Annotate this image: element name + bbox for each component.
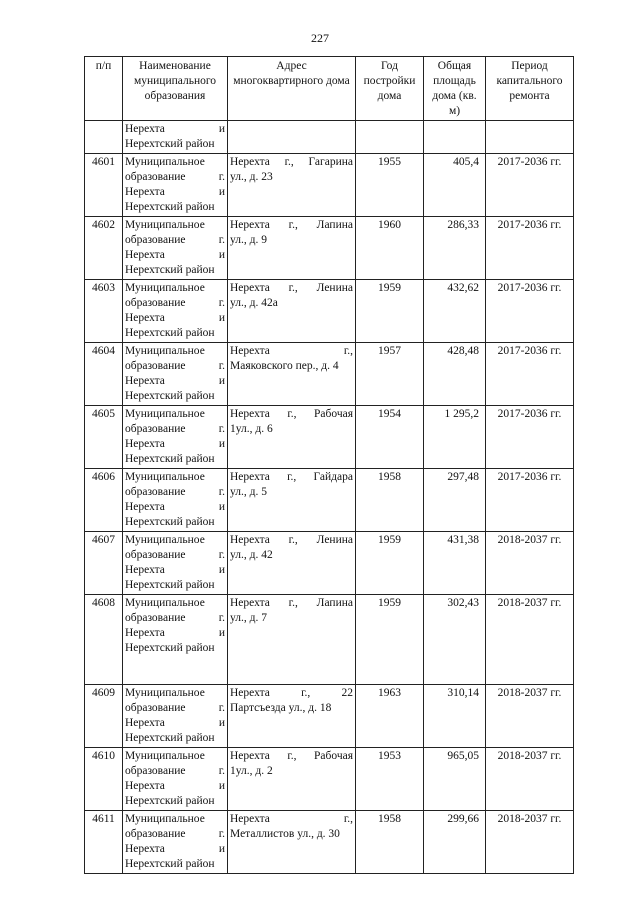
cell-name: Муниципальное образование г. Нерехта и Нерехтский район xyxy=(123,217,228,280)
header-num: п/п xyxy=(85,57,123,121)
cell-name: Муниципальное образование г. Нерехта и Нерехтский район xyxy=(123,343,228,406)
cell-period: 2018-2037 гг. xyxy=(486,685,574,748)
cell-period: 2017-2036 гг. xyxy=(486,343,574,406)
cell-address xyxy=(228,121,356,154)
cell-year: 1957 xyxy=(356,343,424,406)
header-address: Адрес многоквартирного дома xyxy=(228,57,356,121)
header-area: Общая площадь дома (кв. м) xyxy=(424,57,486,121)
table-row xyxy=(85,811,574,874)
cell-num: 4607 xyxy=(85,532,123,595)
cell-address: Нерехта г., Ленина ул., д. 42 xyxy=(228,532,356,595)
cell-year: 1960 xyxy=(356,217,424,280)
table-row xyxy=(85,532,574,595)
cell-num: 4605 xyxy=(85,406,123,469)
table-row xyxy=(85,595,574,685)
cell-area: 428,48 xyxy=(424,343,486,406)
cell-period: 2018-2037 гг. xyxy=(486,811,574,874)
cell-area: 297,48 xyxy=(424,469,486,532)
cell-area: 965,05 xyxy=(424,748,486,811)
cell-num: 4604 xyxy=(85,343,123,406)
cell-name: Муниципальное образование г. Нерехта и Нерехтский район xyxy=(123,595,228,685)
cell-address: Нерехта г., Рабочая 1ул., д. 6 xyxy=(228,406,356,469)
cell-area: 286,33 xyxy=(424,217,486,280)
cell-num: 4606 xyxy=(85,469,123,532)
table-row xyxy=(85,748,574,811)
cell-address: Нерехта г., Лапина ул., д. 9 xyxy=(228,217,356,280)
cell-address: Нерехта г., Металлистов ул., д. 30 xyxy=(228,811,356,874)
cell-area: 431,38 xyxy=(424,532,486,595)
page-number: 227 xyxy=(311,31,329,45)
cell-name: Муниципальное образование г. Нерехта и Нерехтский район xyxy=(123,154,228,217)
table-row xyxy=(85,280,574,343)
cell-address: Нерехта г., Гагарина ул., д. 23 xyxy=(228,154,356,217)
table-row xyxy=(85,469,574,532)
cell-period: 2017-2036 гг. xyxy=(486,406,574,469)
cell-num: 4603 xyxy=(85,280,123,343)
cell-address: Нерехта г., Маяковского пер., д. 4 xyxy=(228,343,356,406)
table-row xyxy=(85,217,574,280)
cell-num: 4602 xyxy=(85,217,123,280)
cell-num: 4610 xyxy=(85,748,123,811)
cell-period: 2018-2037 гг. xyxy=(486,595,574,685)
cell-address: Нерехта г., 22 Партсъезда ул., д. 18 xyxy=(228,685,356,748)
cell-address: Нерехта г., Ленина ул., д. 42а xyxy=(228,280,356,343)
table-row xyxy=(85,154,574,217)
cell-area: 310,14 xyxy=(424,685,486,748)
header-period: Период капитального ремонта xyxy=(486,57,574,121)
cell-num: 4601 xyxy=(85,154,123,217)
cell-address: Нерехта г., Гайдара ул., д. 5 xyxy=(228,469,356,532)
cell-year: 1954 xyxy=(356,406,424,469)
cell-area xyxy=(424,121,486,154)
cell-year: 1953 xyxy=(356,748,424,811)
cell-name: Муниципальное образование г. Нерехта и Нерехтский район xyxy=(123,748,228,811)
cell-year: 1959 xyxy=(356,280,424,343)
cell-name: Муниципальное образование г. Нерехта и Нерехтский район xyxy=(123,532,228,595)
continuation-row xyxy=(85,121,574,154)
table-row xyxy=(85,406,574,469)
cell-name: Муниципальное образование г. Нерехта и Нерехтский район xyxy=(123,469,228,532)
cell-year: 1963 xyxy=(356,685,424,748)
cell-area: 405,4 xyxy=(424,154,486,217)
header-year: Год постройки дома xyxy=(356,57,424,121)
cell-year: 1959 xyxy=(356,595,424,685)
cell-name: Нерехта и Нерехтский район xyxy=(123,121,228,154)
table-row xyxy=(85,685,574,748)
cell-year: 1959 xyxy=(356,532,424,595)
cell-year: 1958 xyxy=(356,469,424,532)
cell-num: 4609 xyxy=(85,685,123,748)
table-row xyxy=(85,343,574,406)
cell-year: 1955 xyxy=(356,154,424,217)
cell-period: 2017-2036 гг. xyxy=(486,469,574,532)
cell-area: 1 295,2 xyxy=(424,406,486,469)
cell-name: Муниципальное образование г. Нерехта и Нерехтский район xyxy=(123,406,228,469)
cell-period xyxy=(486,121,574,154)
cell-year xyxy=(356,121,424,154)
cell-area: 299,66 xyxy=(424,811,486,874)
header-name: Наименование муниципального образования xyxy=(123,57,228,121)
cell-num: 4611 xyxy=(85,811,123,874)
cell-address: Нерехта г., Лапина ул., д. 7 xyxy=(228,595,356,685)
cell-year: 1958 xyxy=(356,811,424,874)
cell-num: 4608 xyxy=(85,595,123,685)
cell-area: 302,43 xyxy=(424,595,486,685)
cell-period: 2017-2036 гг. xyxy=(486,154,574,217)
cell-address: Нерехта г., Рабочая 1ул., д. 2 xyxy=(228,748,356,811)
cell-num xyxy=(85,121,123,154)
cell-name: Муниципальное образование г. Нерехта и Нерехтский район xyxy=(123,685,228,748)
housing-registry-table xyxy=(84,56,574,874)
cell-period: 2018-2037 гг. xyxy=(486,532,574,595)
cell-name: Муниципальное образование г. Нерехта и Нерехтский район xyxy=(123,280,228,343)
cell-period: 2017-2036 гг. xyxy=(486,280,574,343)
cell-period: 2018-2037 гг. xyxy=(486,748,574,811)
table-header-row xyxy=(85,57,574,121)
cell-name: Муниципальное образование г. Нерехта и Нерехтский район xyxy=(123,811,228,874)
cell-area: 432,62 xyxy=(424,280,486,343)
cell-period: 2017-2036 гг. xyxy=(486,217,574,280)
